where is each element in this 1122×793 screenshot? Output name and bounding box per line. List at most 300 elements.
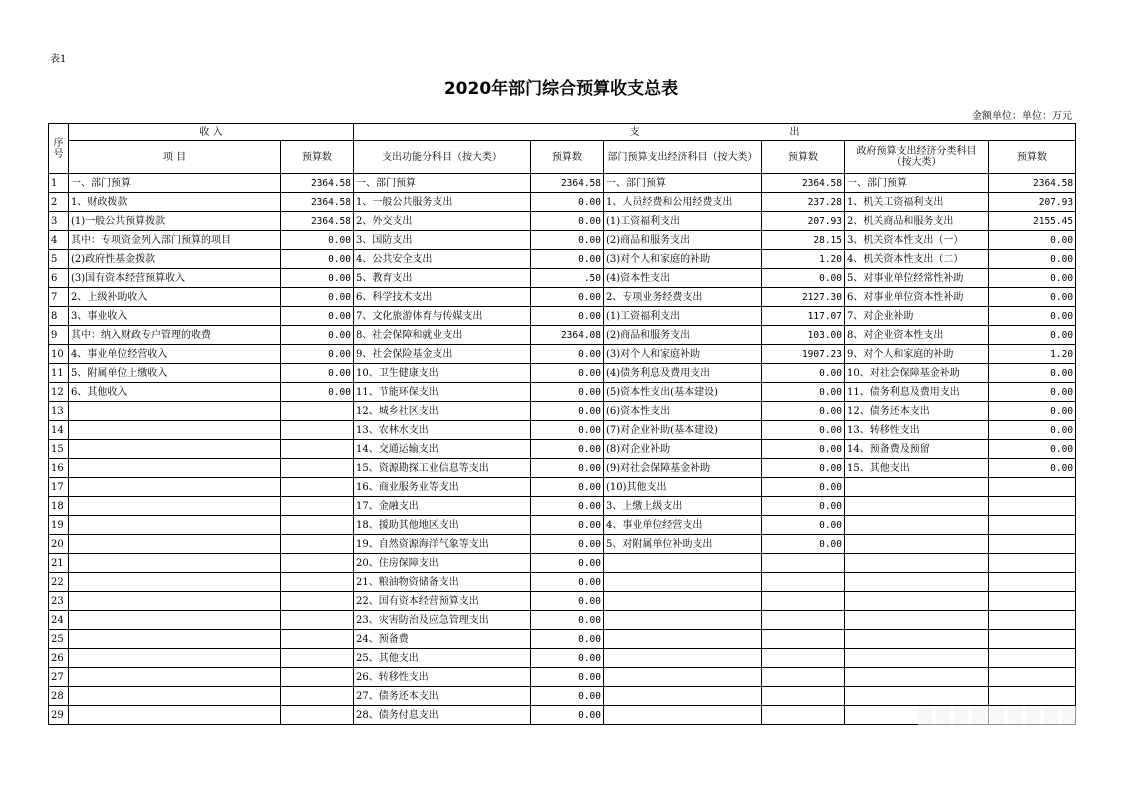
table-row: [49, 459, 1076, 478]
income-item: [69, 706, 281, 725]
gov-econ-amount: 2364.58: [989, 174, 1076, 193]
income-item: 其中：纳入财政专户管理的收费: [69, 326, 281, 345]
expense-header-char-1: 支: [629, 126, 640, 138]
gov-econ-amount: [989, 535, 1076, 554]
gov-econ-amount: [989, 687, 1076, 706]
gov-econ-item: 一、部门预算: [845, 174, 989, 193]
func-category-amount: 0.00: [531, 706, 604, 725]
gov-econ-amount: 0.00: [989, 383, 1076, 402]
func-category-item: 15、资源勘探工业信息等支出: [354, 459, 531, 478]
dept-econ-amount: 0.00: [762, 269, 845, 288]
func-category-item: 16、商业服务业等支出: [354, 478, 531, 497]
func-category-item: 一、部门预算: [354, 174, 531, 193]
income-amount: [281, 554, 354, 573]
dept-econ-amount: 2127.30: [762, 288, 845, 307]
row-number: 20: [49, 535, 69, 554]
income-item: [69, 668, 281, 687]
income-amount: 2364.58: [281, 212, 354, 231]
func-category-item: 3、国防支出: [354, 231, 531, 250]
gov-econ-amount: [989, 554, 1076, 573]
gov-econ-item: [845, 497, 989, 516]
dept-econ-item: (1)工资福利支出: [604, 212, 762, 231]
table-row: [49, 345, 1076, 364]
func-category-item: 24、预备费: [354, 630, 531, 649]
gov-econ-item: [845, 687, 989, 706]
dept-econ-amount: 0.00: [762, 516, 845, 535]
dept-econ-header: 部门预算支出经济科目（按大类）: [604, 141, 762, 174]
table-row: [49, 573, 1076, 592]
func-category-item: 25、其他支出: [354, 649, 531, 668]
dept-econ-item: [604, 687, 762, 706]
dept-econ-item: (6)资本性支出: [604, 402, 762, 421]
gov-econ-amount: [989, 668, 1076, 687]
income-amount: 0.00: [281, 231, 354, 250]
row-number: 9: [49, 326, 69, 345]
income-amount: [281, 516, 354, 535]
table-row: [49, 668, 1076, 687]
table-row: [49, 611, 1076, 630]
gov-econ-amount: [989, 478, 1076, 497]
income-amount: 0.00: [281, 383, 354, 402]
func-category-amount: 0.00: [531, 592, 604, 611]
gov-econ-amount-header: 预算数: [989, 141, 1076, 174]
gov-econ-amount: 0.00: [989, 440, 1076, 459]
income-amount: [281, 421, 354, 440]
income-amount: [281, 573, 354, 592]
gov-econ-amount: 0.00: [989, 421, 1076, 440]
row-number: 11: [49, 364, 69, 383]
gov-econ-amount: 0.00: [989, 459, 1076, 478]
row-number: 4: [49, 231, 69, 250]
gov-econ-item: 7、对企业补助: [845, 307, 989, 326]
dept-econ-item: [604, 706, 762, 725]
gov-econ-amount: [989, 592, 1076, 611]
func-category-item: 23、灾害防治及应急管理支出: [354, 611, 531, 630]
row-number: 1: [49, 174, 69, 193]
gov-econ-item: [845, 535, 989, 554]
income-amount: 2364.58: [281, 174, 354, 193]
gov-econ-item: [845, 554, 989, 573]
income-item: [69, 440, 281, 459]
dept-econ-item: (7)对企业补助(基本建设): [604, 421, 762, 440]
row-number: 13: [49, 402, 69, 421]
row-number: 7: [49, 288, 69, 307]
gov-econ-amount: 0.00: [989, 364, 1076, 383]
income-item: 3、事业收入: [69, 307, 281, 326]
income-amount: [281, 668, 354, 687]
dept-econ-item: 4、事业单位经营支出: [604, 516, 762, 535]
row-number: 10: [49, 345, 69, 364]
dept-econ-amount: [762, 706, 845, 725]
gov-econ-item: [845, 611, 989, 630]
gov-econ-item: 12、债务还本支出: [845, 402, 989, 421]
income-group-header: 收 入: [69, 124, 354, 141]
func-category-amount: 0.00: [531, 573, 604, 592]
gov-econ-amount: 0.00: [989, 288, 1076, 307]
gov-econ-amount: 0.00: [989, 269, 1076, 288]
func-category-amount: 0.00: [531, 402, 604, 421]
gov-econ-amount: 0.00: [989, 402, 1076, 421]
dept-econ-item: [604, 611, 762, 630]
row-number: 5: [49, 250, 69, 269]
dept-econ-item: (3)对个人和家庭的补助: [604, 250, 762, 269]
income-item: 2、上级补助收入: [69, 288, 281, 307]
dept-econ-amount: 0.00: [762, 383, 845, 402]
dept-econ-item: (4)资本性支出: [604, 269, 762, 288]
dept-econ-amount: [762, 554, 845, 573]
gov-econ-item: 9、对个人和家庭的补助: [845, 345, 989, 364]
func-category-amount: 2364.08: [531, 326, 604, 345]
income-item: [69, 459, 281, 478]
income-item-header: 项 目: [69, 141, 281, 174]
table-row: [49, 516, 1076, 535]
dept-econ-item: [604, 573, 762, 592]
func-category-amount: 0.00: [531, 516, 604, 535]
func-category-amount: 0.00: [531, 345, 604, 364]
table-row: [49, 193, 1076, 212]
gov-econ-amount: 0.00: [989, 307, 1076, 326]
row-number: 18: [49, 497, 69, 516]
income-amount: [281, 592, 354, 611]
gov-econ-item: 3、机关资本性支出（一）: [845, 231, 989, 250]
gov-econ-amount: 2155.45: [989, 212, 1076, 231]
income-amount: [281, 402, 354, 421]
table-row: [49, 535, 1076, 554]
table-row: [49, 478, 1076, 497]
income-item: [69, 516, 281, 535]
gov-econ-item: [845, 516, 989, 535]
row-number: 3: [49, 212, 69, 231]
dept-econ-item: (9)对社会保障基金补助: [604, 459, 762, 478]
gov-econ-amount: [989, 497, 1076, 516]
table-row: [49, 269, 1076, 288]
dept-econ-item: 1、人员经费和公用经费支出: [604, 193, 762, 212]
func-category-amount: 0.00: [531, 212, 604, 231]
func-category-item: 26、转移性支出: [354, 668, 531, 687]
row-number: 19: [49, 516, 69, 535]
dept-econ-amount: 28.15: [762, 231, 845, 250]
dept-econ-amount-header: 预算数: [762, 141, 845, 174]
gov-econ-item: 1、机关工资福利支出: [845, 193, 989, 212]
gov-econ-item: [845, 668, 989, 687]
income-amount: 0.00: [281, 364, 354, 383]
row-number: 16: [49, 459, 69, 478]
func-category-amount: 0.00: [531, 535, 604, 554]
table-row: [49, 649, 1076, 668]
func-category-item: 19、自然资源海洋气象等支出: [354, 535, 531, 554]
dept-econ-amount: [762, 649, 845, 668]
gov-econ-item: 15、其他支出: [845, 459, 989, 478]
gov-econ-amount: 207.93: [989, 193, 1076, 212]
gov-econ-item: [845, 478, 989, 497]
dept-econ-amount: 0.00: [762, 402, 845, 421]
income-item: [69, 402, 281, 421]
func-category-amount: 0.00: [531, 554, 604, 573]
table-row: [49, 687, 1076, 706]
func-category-item: 20、住房保障支出: [354, 554, 531, 573]
income-item: 6、其他收入: [69, 383, 281, 402]
table-row: [49, 364, 1076, 383]
gov-econ-item: [845, 649, 989, 668]
budget-summary-table: [48, 123, 1076, 725]
dept-econ-item: (4)债务利息及费用支出: [604, 364, 762, 383]
table-row: [49, 250, 1076, 269]
gov-econ-amount: 1.20: [989, 345, 1076, 364]
income-amount: 2364.58: [281, 193, 354, 212]
func-category-amount: 0.00: [531, 478, 604, 497]
income-amount: [281, 649, 354, 668]
func-category-amount: 0.00: [531, 649, 604, 668]
table-row: [49, 307, 1076, 326]
dept-econ-item: [604, 649, 762, 668]
dept-econ-amount: [762, 630, 845, 649]
func-category-item: 17、金融支出: [354, 497, 531, 516]
dept-econ-amount: 1.20: [762, 250, 845, 269]
dept-econ-amount: [762, 573, 845, 592]
gov-econ-item: 14、预备费及预留: [845, 440, 989, 459]
income-amount: [281, 687, 354, 706]
table-body: [49, 174, 1076, 725]
income-item: 5、附属单位上缴收入: [69, 364, 281, 383]
income-amount: [281, 459, 354, 478]
dept-econ-amount: 0.00: [762, 535, 845, 554]
func-category-amount: 0.00: [531, 250, 604, 269]
func-category-amount: 0.00: [531, 193, 604, 212]
func-category-amount: 0.00: [531, 383, 604, 402]
gov-econ-item: [845, 573, 989, 592]
func-category-item: 7、文化旅游体育与传媒支出: [354, 307, 531, 326]
func-category-item: 11、节能环保支出: [354, 383, 531, 402]
income-amount: [281, 535, 354, 554]
dept-econ-item: 5、对附属单位补助支出: [604, 535, 762, 554]
row-number: 8: [49, 307, 69, 326]
row-number: 12: [49, 383, 69, 402]
func-category-amount: 0.00: [531, 668, 604, 687]
income-amount: [281, 630, 354, 649]
func-category-amount: 0.00: [531, 459, 604, 478]
income-item: [69, 535, 281, 554]
income-amount: [281, 611, 354, 630]
func-category-amount: 0.00: [531, 421, 604, 440]
dept-econ-item: (3)对个人和家庭补助: [604, 345, 762, 364]
income-item: 其中：专项资金列入部门预算的项目: [69, 231, 281, 250]
dept-econ-item: (2)商品和服务支出: [604, 326, 762, 345]
header-row-columns: [49, 141, 1076, 174]
dept-econ-amount: 237.28: [762, 193, 845, 212]
func-category-amount: 0.00: [531, 364, 604, 383]
table-row: [49, 421, 1076, 440]
table-row: [49, 440, 1076, 459]
income-item: [69, 421, 281, 440]
income-amount-header: 预算数: [281, 141, 354, 174]
dept-econ-amount: 0.00: [762, 478, 845, 497]
income-item: [69, 478, 281, 497]
gov-econ-amount: [989, 573, 1076, 592]
dept-econ-item: (5)资本性支出(基本建设): [604, 383, 762, 402]
table-row: [49, 231, 1076, 250]
dept-econ-amount: 0.00: [762, 459, 845, 478]
func-category-item: 14、交通运输支出: [354, 440, 531, 459]
page-title: 2020年部门综合预算收支总表: [443, 79, 679, 99]
dept-econ-amount: 0.00: [762, 440, 845, 459]
gov-econ-header: 政府预算支出经济分类科目（按大类）: [845, 141, 989, 174]
dept-econ-item: (10)其他支出: [604, 478, 762, 497]
row-number: 6: [49, 269, 69, 288]
dept-econ-item: [604, 592, 762, 611]
func-category-header: 支出功能分科目（按大类）: [354, 141, 531, 174]
row-number: 22: [49, 573, 69, 592]
table-row: [49, 326, 1076, 345]
expense-header-char-2: 出: [789, 126, 800, 138]
income-amount: 0.00: [281, 326, 354, 345]
row-number: 15: [49, 440, 69, 459]
dept-econ-amount: [762, 592, 845, 611]
func-category-item: 9、社会保险基金支出: [354, 345, 531, 364]
func-category-item: 5、教育支出: [354, 269, 531, 288]
table-row: [49, 497, 1076, 516]
dept-econ-item: [604, 668, 762, 687]
expense-group-header: [354, 124, 1076, 141]
income-item: [69, 630, 281, 649]
func-category-amount: 0.00: [531, 497, 604, 516]
header-row-group: [49, 124, 1076, 141]
row-number: 21: [49, 554, 69, 573]
gov-econ-item: [845, 630, 989, 649]
table-row: [49, 402, 1076, 421]
gov-econ-item: 5、对事业单位经常性补助: [845, 269, 989, 288]
func-category-amount: 0.00: [531, 307, 604, 326]
row-number: 24: [49, 611, 69, 630]
func-amount-header: 预算数: [531, 141, 604, 174]
gov-econ-item: 10、对社会保障基金补助: [845, 364, 989, 383]
income-item: [69, 573, 281, 592]
func-category-item: 8、社会保障和就业支出: [354, 326, 531, 345]
dept-econ-item: 一、部门预算: [604, 174, 762, 193]
func-category-amount: 0.00: [531, 440, 604, 459]
income-amount: [281, 478, 354, 497]
func-category-item: 1、一般公共服务支出: [354, 193, 531, 212]
table-row: [49, 383, 1076, 402]
income-item: [69, 497, 281, 516]
gov-econ-amount: 0.00: [989, 326, 1076, 345]
table-row: [49, 554, 1076, 573]
gov-econ-item: [845, 592, 989, 611]
func-category-amount: 2364.58: [531, 174, 604, 193]
dept-econ-amount: 0.00: [762, 497, 845, 516]
table-row: [49, 630, 1076, 649]
income-amount: 0.00: [281, 307, 354, 326]
func-category-amount: 0.00: [531, 611, 604, 630]
gov-econ-item: 2、机关商品和服务支出: [845, 212, 989, 231]
income-item: [69, 554, 281, 573]
income-amount: 0.00: [281, 345, 354, 364]
dept-econ-amount: 207.93: [762, 212, 845, 231]
row-number: 14: [49, 421, 69, 440]
func-category-item: 12、城乡社区支出: [354, 402, 531, 421]
dept-econ-item: (8)对企业补助: [604, 440, 762, 459]
row-number: 28: [49, 687, 69, 706]
income-item: 一、部门预算: [69, 174, 281, 193]
dept-econ-item: 3、上缴上级支出: [604, 497, 762, 516]
income-item: [69, 592, 281, 611]
gov-econ-item: 8、对企业资本性支出: [845, 326, 989, 345]
dept-econ-amount: [762, 611, 845, 630]
row-number: 25: [49, 630, 69, 649]
func-category-amount: 0.00: [531, 630, 604, 649]
dept-econ-item: (2)商品和服务支出: [604, 231, 762, 250]
table-row: [49, 288, 1076, 307]
income-item: [69, 611, 281, 630]
func-category-item: 4、公共安全支出: [354, 250, 531, 269]
table-row: [49, 592, 1076, 611]
gov-econ-item: 13、转移性支出: [845, 421, 989, 440]
watermark-strip: [918, 706, 1078, 726]
gov-econ-item: 11、债务利息及费用支出: [845, 383, 989, 402]
func-category-amount: 0.00: [531, 231, 604, 250]
income-amount: 0.00: [281, 250, 354, 269]
func-category-item: 21、粮油物资储备支出: [354, 573, 531, 592]
row-number: 23: [49, 592, 69, 611]
income-item: (1)一般公共预算拨款: [69, 212, 281, 231]
income-item: (2)政府性基金拨款: [69, 250, 281, 269]
func-category-item: 6、科学技术支出: [354, 288, 531, 307]
seq-header: 序号: [49, 124, 69, 174]
func-category-item: 13、农林水支出: [354, 421, 531, 440]
dept-econ-amount: 2364.58: [762, 174, 845, 193]
dept-econ-amount: 1907.23: [762, 345, 845, 364]
func-category-item: 18、援助其他地区支出: [354, 516, 531, 535]
func-category-item: 27、债务还本支出: [354, 687, 531, 706]
income-item: [69, 649, 281, 668]
amount-unit-label: 金额单位：单位：万元: [972, 111, 1072, 122]
gov-econ-amount: 0.00: [989, 250, 1076, 269]
gov-econ-amount: [989, 630, 1076, 649]
income-amount: [281, 497, 354, 516]
table-row: [49, 174, 1076, 193]
gov-econ-amount: [989, 649, 1076, 668]
dept-econ-amount: 117.07: [762, 307, 845, 326]
dept-econ-amount: 0.00: [762, 421, 845, 440]
dept-econ-amount: [762, 668, 845, 687]
dept-econ-amount: 103.00: [762, 326, 845, 345]
func-category-item: 10、卫生健康支出: [354, 364, 531, 383]
table-row: [49, 212, 1076, 231]
income-item: (3)国有资本经营预算收入: [69, 269, 281, 288]
gov-econ-item: 6、对事业单位资本性补助: [845, 288, 989, 307]
row-number: 26: [49, 649, 69, 668]
income-amount: [281, 440, 354, 459]
dept-econ-item: 2、专项业务经费支出: [604, 288, 762, 307]
dept-econ-item: [604, 630, 762, 649]
row-number: 17: [49, 478, 69, 497]
dept-econ-amount: [762, 687, 845, 706]
func-category-item: 2、外交支出: [354, 212, 531, 231]
income-amount: 0.00: [281, 288, 354, 307]
income-item: 1、财政拨款: [69, 193, 281, 212]
row-number: 27: [49, 668, 69, 687]
income-item: 4、事业单位经营收入: [69, 345, 281, 364]
func-category-item: 28、债务付息支出: [354, 706, 531, 725]
income-item: [69, 687, 281, 706]
row-number: 29: [49, 706, 69, 725]
table-number-label: 表1: [50, 54, 67, 65]
gov-econ-amount: [989, 611, 1076, 630]
dept-econ-item: (1)工资福利支出: [604, 307, 762, 326]
dept-econ-amount: 0.00: [762, 364, 845, 383]
dept-econ-item: [604, 554, 762, 573]
gov-econ-item: 4、机关资本性支出（二）: [845, 250, 989, 269]
income-amount: [281, 706, 354, 725]
